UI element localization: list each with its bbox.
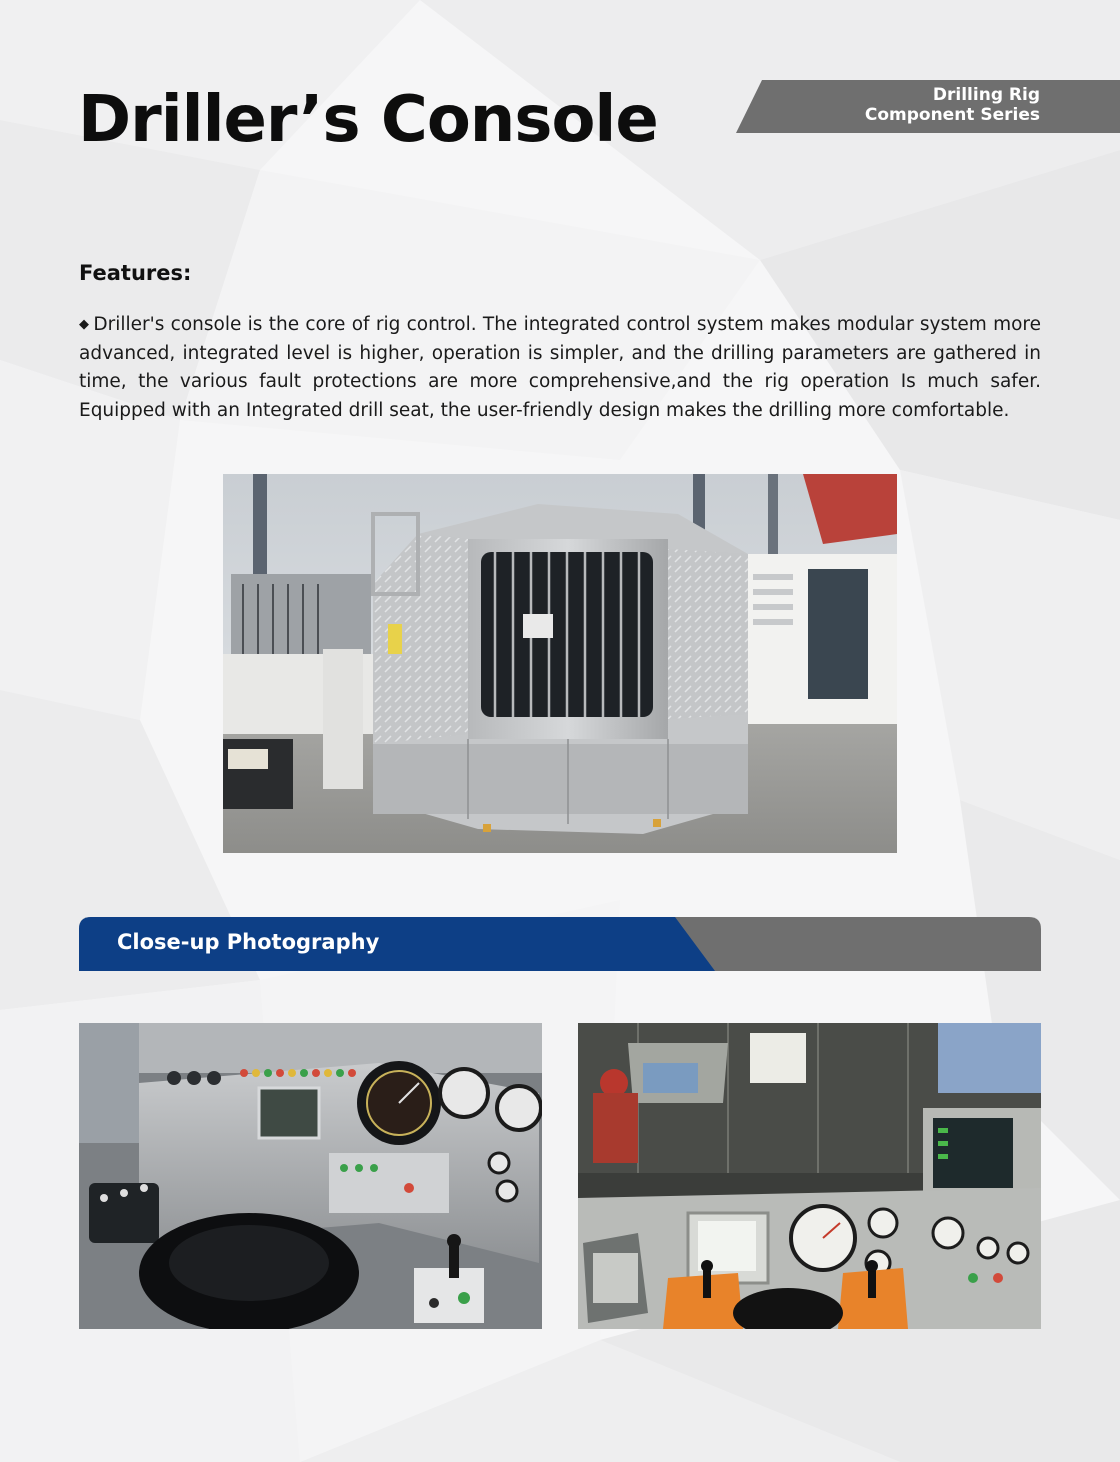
features-text: Driller's console is the core of rig control. The integrated control system makes modular system more advanced, integrated level is higher, operation is simpler, and the drilling parameters are gathered in time, the various fault protections are more comprehensive,and the rig operation Is much safer. Equipped with an Integrated drill seat, the user-friendly design makes the drilling more comfortable. [79,314,1042,421]
closeup-section-title: Close-up Photography [117,930,380,954]
series-tag-line1: Drilling Rig [932,85,1040,105]
control-panel-closeup-photo [79,1023,542,1329]
series-tag-text [865,85,1040,125]
series-tag [736,80,1120,133]
operator-station-closeup-photo [578,1023,1041,1329]
console-cabin-photo [223,474,897,853]
closeup-section-header [79,917,1041,971]
features-heading: Features: [79,261,192,285]
diamond-bullet-icon: ◆ [79,317,90,332]
page-title: Driller’s Console [78,83,658,157]
features-paragraph [79,311,1041,425]
series-tag-line2: Component Series [864,105,1040,125]
